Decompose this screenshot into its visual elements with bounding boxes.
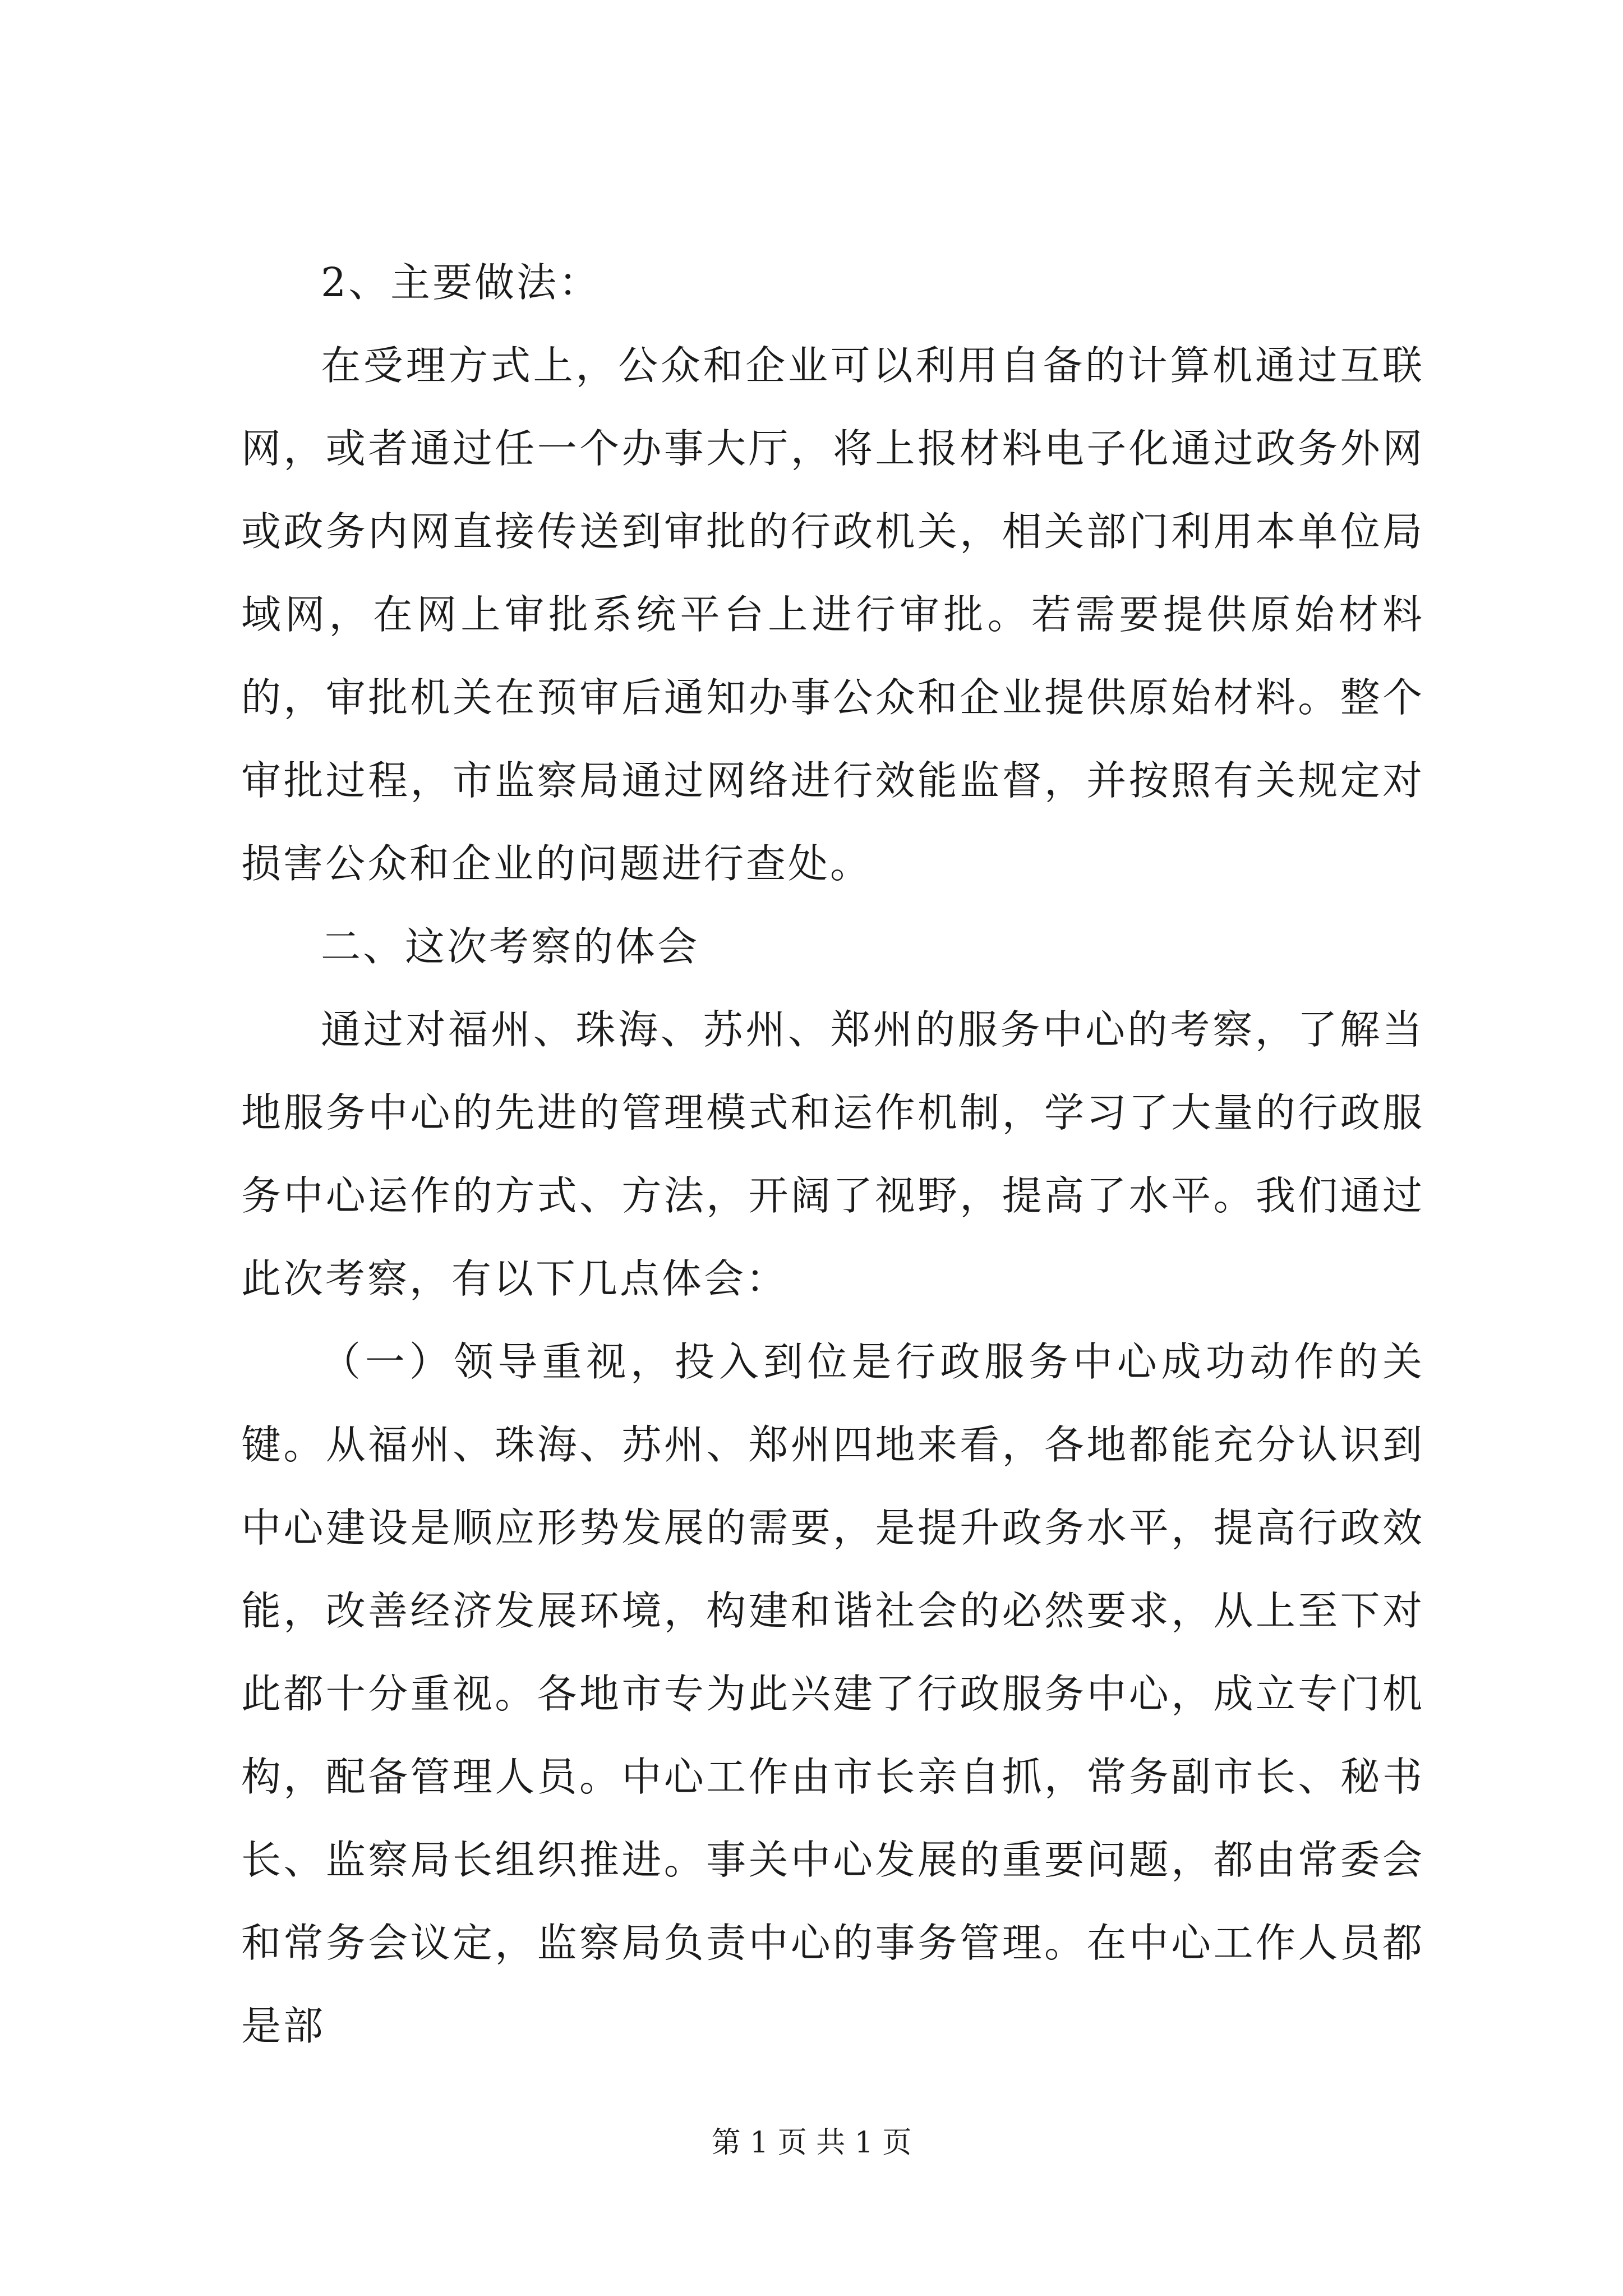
paragraph-inspection-summary: 通过对福州、珠海、苏州、郑州的服务中心的考察，了解当地服务中心的先进的管理模式和运作机制，学习了大量的行政服务中心运作的方式、方法，开阔了视野，提高了水平。我们通过此次考察，有以下几点体会： xyxy=(241,1006,1424,1302)
paragraph-section-heading: 2、主要做法： xyxy=(321,259,601,306)
paragraph-leadership-point: （一）领导重视，投入到位是行政服务中心成功动作的关键。从福州、珠海、苏州、郑州四地来看，各地都能充分认识到中心建设是顺应形势发展的需要，是提升政务水平，提高行政效能，改善经济发展环境，构建和谐社会的必然要求，从上至下对此都十分重视。各地市专为此兴建了行政服务中心，成立专门机构，配备管理人员。中心工作由市长亲自抓，常务副市长、秘书长、监察局长组织推进。事关中心发展的重要问题，都由常委会和常务会议定，监察局负责中心的事务管理。在中心工作人员都是部 xyxy=(241,1338,1424,2049)
page-footer: 第 1 页 共 1 页 xyxy=(711,2126,912,2160)
document-body xyxy=(241,241,1424,2068)
paragraph-inspection-heading: 二、这次考察的体会 xyxy=(321,923,700,970)
paragraph-acceptance-method: 在受理方式上，公众和企业可以利用自备的计算机通过互联网，或者通过任一个办事大厅，将上报材料电子化通过政务外网或政务内网直接传送到审批的行政机关，相关部门利用本单位局域网，在网上审批系统平台上进行审批。若需要提供原始材料的，审批机关在预审后通知办事公众和企业提供原始材料。整个审批过程，市监察局通过网络进行效能监督，并按照有关规定对损害公众和企业的问题进行查处。 xyxy=(241,342,1424,887)
